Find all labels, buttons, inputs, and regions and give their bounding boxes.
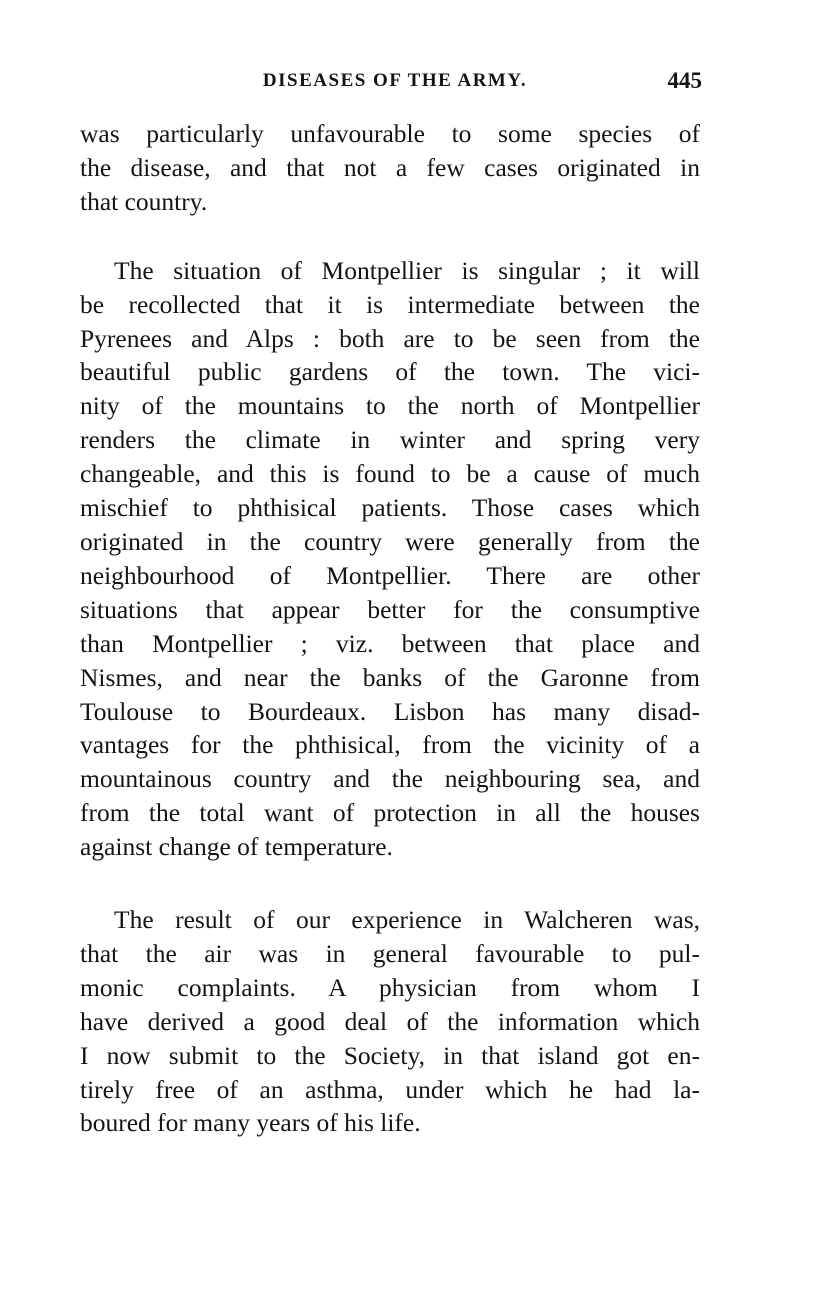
text-line: vantages for the phthisical, from the vicinity of a bbox=[80, 730, 700, 760]
text-line: boured for many years of his life. bbox=[80, 1108, 421, 1138]
text-line: The situation of Montpellier is singular ; it will bbox=[114, 255, 700, 285]
text-line: changeable, and this is found to be a cause of much bbox=[80, 459, 700, 489]
text-line: than Montpellier ; viz. between that place and bbox=[80, 628, 700, 658]
text-line: Nismes, and near the banks of the Garonne from bbox=[80, 662, 700, 692]
body-text bbox=[80, 117, 700, 1140]
text-line: neighbourhood of Montpellier. There are other bbox=[80, 560, 700, 590]
text-line: the disease, and that not a few cases originated in bbox=[80, 152, 700, 182]
text-line: mountainous country and the neighbouring sea, and bbox=[80, 764, 700, 794]
text-line: was particularly unfavourable to some species of bbox=[80, 119, 700, 148]
page-number: 445 bbox=[667, 68, 702, 93]
text-line: tirely free of an asthma, under which he had la- bbox=[80, 1074, 700, 1104]
text-line: mischief to phthisical patients. Those cases which bbox=[80, 493, 700, 523]
running-title: DISEASES OF THE ARMY. bbox=[262, 70, 528, 91]
running-head bbox=[80, 70, 710, 104]
text-line: have derived a good deal of the information which bbox=[80, 1006, 700, 1036]
paragraph-continuation bbox=[80, 117, 700, 219]
text-line: Pyrenees and Alps : both are to be seen from the bbox=[80, 323, 700, 353]
text-line: originated in the country were generally from the bbox=[80, 526, 700, 556]
paragraph-walcheren bbox=[80, 903, 700, 1140]
text-line: from the total want of protection in all the houses bbox=[80, 798, 700, 828]
text-line: against change of temperature. bbox=[80, 832, 393, 862]
text-line: that the air was in general favourable to pul- bbox=[80, 938, 700, 968]
text-line: monic complaints. A physician from whom I bbox=[80, 972, 700, 1002]
text-line: beautiful public gardens of the town. The vici- bbox=[80, 357, 700, 387]
text-line: renders the climate in winter and spring very bbox=[80, 425, 700, 455]
paragraph-montpellier bbox=[80, 254, 700, 864]
text-line: Toulouse to Bourdeaux. Lisbon has many disad- bbox=[80, 696, 700, 726]
text-line: nity of the mountains to the north of Montpellier bbox=[80, 391, 700, 421]
text-line: situations that appear better for the consumptive bbox=[80, 594, 700, 624]
text-line: The result of our experience in Walcheren was, bbox=[114, 905, 700, 935]
text-line: be recollected that it is intermediate between the bbox=[80, 289, 700, 319]
text-line: that country. bbox=[80, 186, 208, 216]
text-line: I now submit to the Society, in that island got en- bbox=[80, 1040, 700, 1070]
